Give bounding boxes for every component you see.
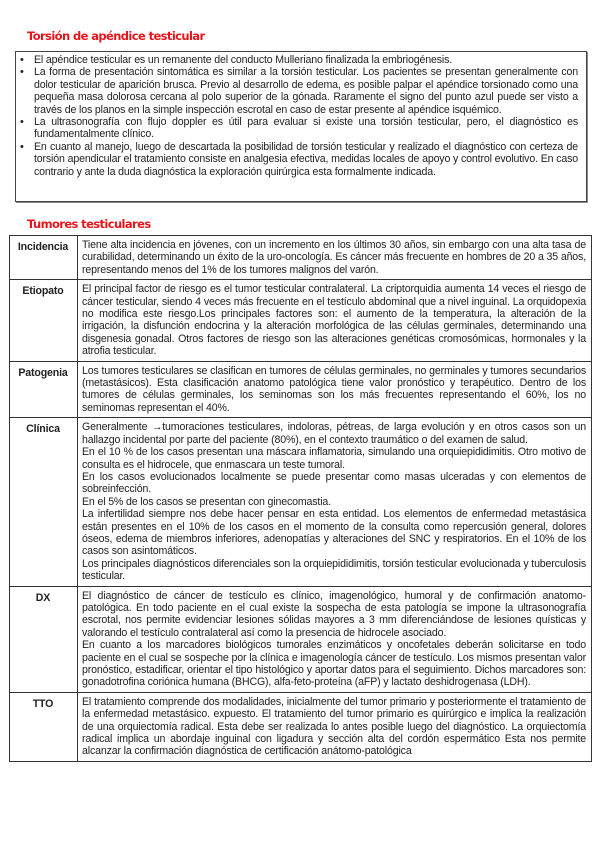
bullet-item: • En cuanto al manejo, luego de descartada la posibilidad de torsión testicular y realizado el diagnóstico con certeza de torsión apendicular el tratamiento consiste en analgesia efectiva, medidas locales de apoyo y control evolutivo. En caso contrario y ante la duda diagnóstica la exploración quirúrgica esta formalmente indicada. xyxy=(34,141,578,178)
table-row xyxy=(10,280,592,361)
row-paragraph: En el 10 % de los casos presentan una máscara inflamatoria, simulando una orquiepididimitis. Otro motivo de consulta es el hidrocele, que enmascara un teste tumoral. xyxy=(82,446,586,471)
row-paragraph: El principal factor de riesgo es el tumor testicular contralateral. La criptorquidia aumenta 14 veces el riesgo de cáncer testicular, siendo 4 veces más frecuente en el testículo abdominal que a nivel inguinal. La orquidopexia no modifica este riesgo.Los principales factores son: el aumento de la temperatura, la alteración de la irrigación, la disfunción endocrina y la alteración morfológica de las células germinales, determinando una disgenesia gonadal. Otros factores de riesgo son las alteraciones genéticas cromosómicas, hormonales y la atrofia testicular. xyxy=(82,283,586,358)
row-content xyxy=(78,692,592,761)
row-label: Patogenia xyxy=(10,361,78,418)
row-paragraph: El tratamiento comprende dos modalidades, inicialmente del tumor primario y posteriormente el tratamiento de la enfermedad metastásico. expuesto. El tratamiento del tumor primario es quirúrgico e implica la realización de una orquiectomía radical. Esta debe ser realizada lo antes posible luego del diagnóstico. La orquiectomía radical implica un abordaje inguinal con ligadura y sección alta del cordón espermático Esta nos permite alcanzar la confirmación diagnóstica de certificación anátomo-patológica xyxy=(82,695,586,758)
row-paragraph: Tiene alta incidencia en jóvenes, con un incremento en los últimos 30 años, sin embargo con una alta tasa de curabilidad, determinando un éxito de la uro-oncología. Es cáncer más frecuente en hombres de 20 a 35 años, representando menos del 1% de los tumores malignos del varón. xyxy=(82,239,586,276)
table-row xyxy=(10,692,592,761)
table-row xyxy=(10,361,592,418)
table-row xyxy=(10,418,592,586)
row-label: DX xyxy=(10,586,78,692)
tumores-table xyxy=(9,235,592,762)
row-content xyxy=(78,280,592,361)
bullet-item: • La forma de presentación sintomática es similar a la torsión testicular. Los pacientes se presentan generalmente con dolor testicular de aparición brusca. Previo al desarrollo de edema, es posible palpar el apéndice torsionado como una pequeña masa dolorosa cercana al polo superior de la gónada. Raramente el signo del punto azul puede ser visto a través de los planos en la simple inspección escrotal en caso de estar presente al apéndice isquémico. xyxy=(34,66,578,116)
row-label: Incidencia xyxy=(10,236,78,280)
table-row xyxy=(10,236,592,280)
row-label: Clínica xyxy=(10,418,78,586)
row-paragraph: La infertilidad siempre nos debe hacer pensar en esta entidad. Los elementos de enfermedad metastásica están presentes en el 10% de los casos en el momento de la consulta como repercusión general, dolores óseos, edema de miembros inferiores, adenopatías y alteraciones del SNC y respiratorios. En el 10% de los casos son asintomáticos. xyxy=(82,508,586,558)
row-content xyxy=(78,418,592,586)
row-paragraph: El diagnóstico de cáncer de testículo es clínico, imagenológico, humoral y de confirmación anatomo-patológica. En todo paciente en el cual existe la sospecha de esta patología se impone la ultrasonografía escrotal, nos permite evidenciar lesiones sólidas mayores a 3 mm diferenciándose de lesiones quísticas y valorando el testículo contralateral así como la presencia de hidrocele asociado. xyxy=(82,589,586,639)
row-paragraph: Generalmente →tumoraciones testiculares, indoloras, pétreas, de larga evolución y en otros casos son un hallazgo incidental por parte del paciente (80%), en el contexto traumático o del examen de salud. xyxy=(82,421,586,446)
row-paragraph: En los casos evolucionados localmente se puede presentar como masas ulceradas y con elementos de sobreinfección. xyxy=(82,470,586,496)
bullet-item: • La ultrasonografía con flujo doppler es útil para evaluar si existe una torsión testicular, pero, el diagnóstico es fundamentalmente clínico. xyxy=(34,116,578,141)
row-content xyxy=(78,236,592,280)
torsion-box xyxy=(15,51,587,202)
row-paragraph: Los tumores testiculares se clasifican en tumores de células germinales, no germinales y tumores secundarios (metastásicos). Esta clasificación anatomo patológica tiene valor pronóstico y terapéutico. Dentro de los tumores de células germinales, los seminomas son los más frecuentes representando el 60%, los no seminomas representan el 40%. xyxy=(82,364,586,414)
bullet-item: • El apéndice testicular es un remanente del conducto Mulleriano finalizada la embriogénesis. xyxy=(34,54,578,66)
row-paragraph: Los principales diagnósticos diferenciales son la orquiepididimitis, torsión testicular evolucionada y tuberculosis testicular. xyxy=(82,557,586,583)
row-content xyxy=(78,361,592,418)
table-row xyxy=(10,586,592,692)
row-paragraph: En cuanto a los marcadores biológicos tumorales enzimáticos y oncofetales deberán solicitarse en todo paciente en el cual se sospeche por la clínica e imagenología cáncer de testículo. Los mismos presentan valor pronóstico, estadificar, orientar el tipo histológico y aportar datos para el seguimiento. Dichos marcadores son: gonadotrofina coriónica humana (BHCG), alfa-feto-proteína (aFP) y lactato deshidrogenasa (LDH). xyxy=(82,639,586,689)
section-title-torsion: Torsión de apéndice testicular xyxy=(27,29,205,43)
section-title-tumores: Tumores testiculares xyxy=(27,217,151,231)
row-label: TTO xyxy=(10,692,78,761)
row-paragraph: En el 5% de los casos se presentan con ginecomastia. xyxy=(82,495,331,508)
torsion-bullet-list xyxy=(16,52,586,178)
row-content xyxy=(78,586,592,692)
row-label: Etiopato xyxy=(10,280,78,361)
